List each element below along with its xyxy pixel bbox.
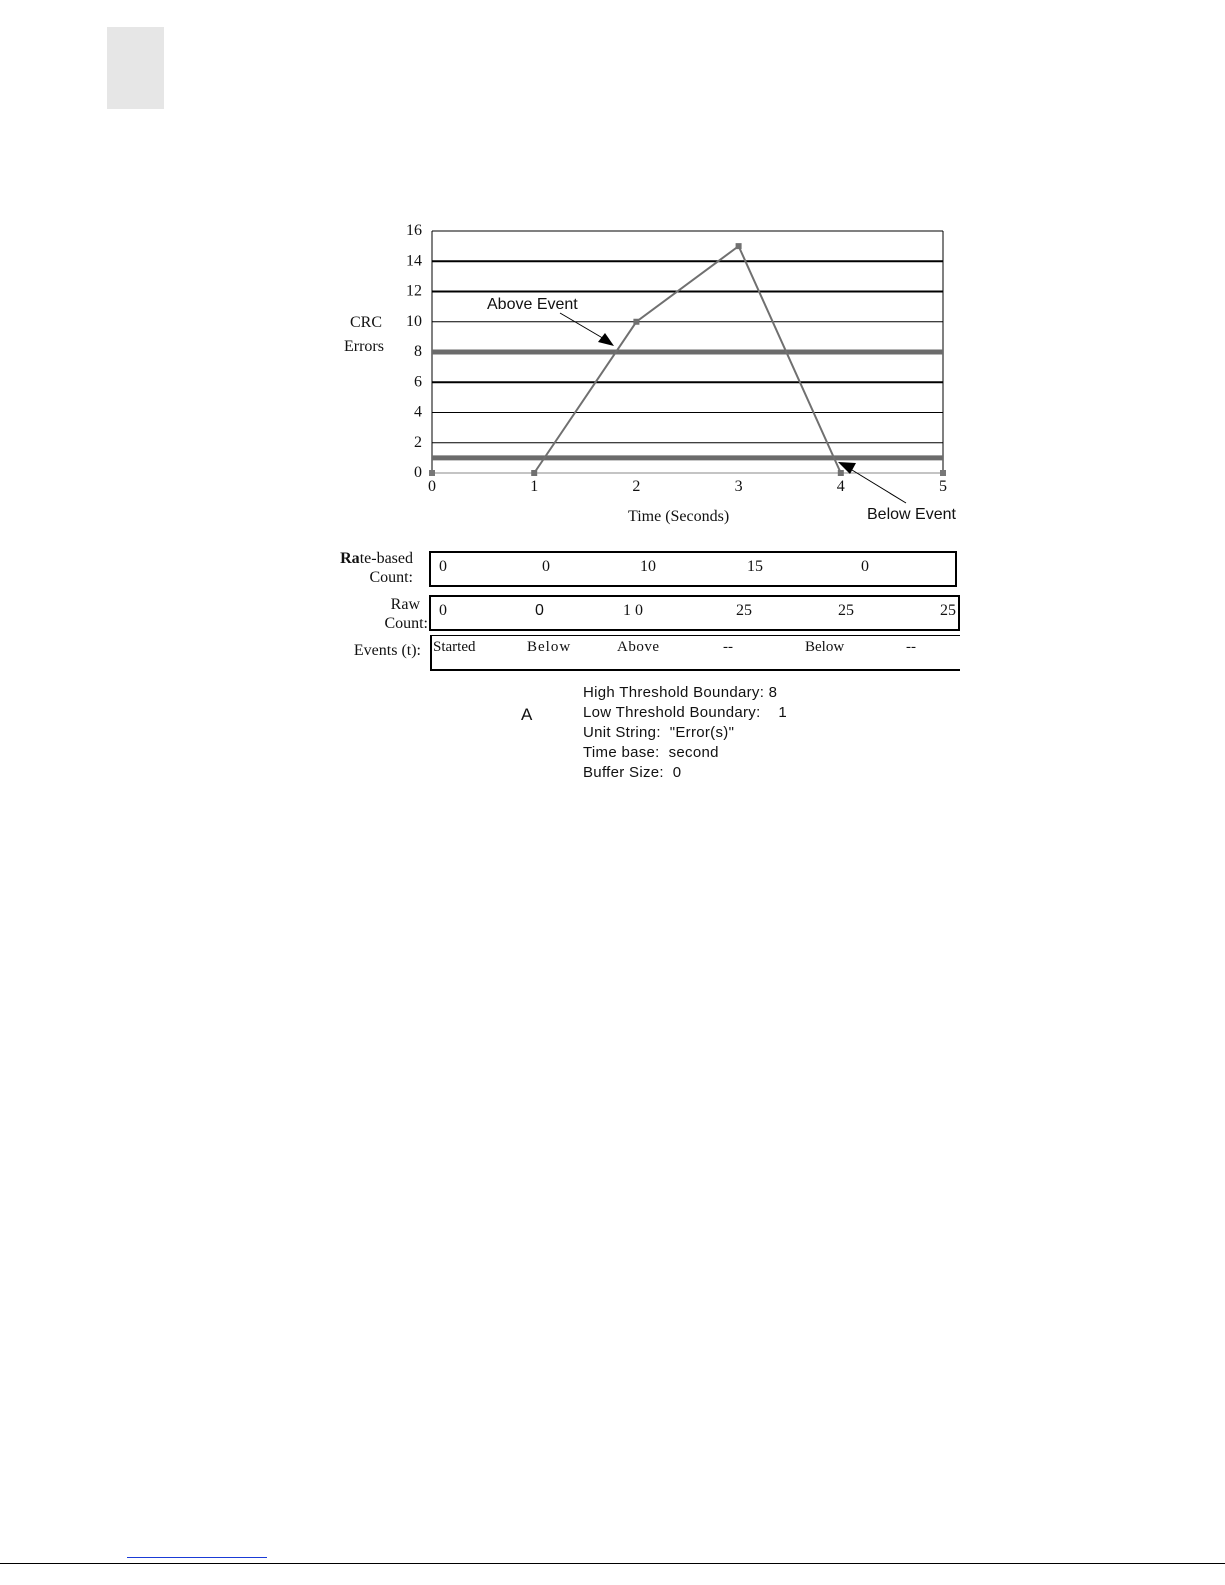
x-tick-label: 3 xyxy=(734,478,743,495)
raw-count-cell: 25 xyxy=(736,602,752,619)
time-base-text: Time base: second xyxy=(583,744,719,761)
events-cell: Started xyxy=(433,639,476,655)
data-point xyxy=(838,470,844,476)
raw-count-cell: 1 0 xyxy=(623,602,643,619)
y-tick-labels xyxy=(406,222,422,481)
x-tick-label: 4 xyxy=(836,478,845,495)
raw-count-cell: 25 xyxy=(940,602,956,619)
y-tick-label: 10 xyxy=(406,312,422,330)
above-event-arrowhead xyxy=(598,333,614,346)
y-tick-label: 12 xyxy=(406,282,422,300)
y-tick-label: 14 xyxy=(406,252,422,270)
rate-count-label-rest: te-based xyxy=(359,550,413,567)
x-tick-label: 5 xyxy=(939,478,947,495)
x-tick-label: 0 xyxy=(428,478,436,495)
x-axis-label: Time (Seconds) xyxy=(628,508,730,525)
low-threshold-text: Low Threshold Boundary: 1 xyxy=(583,704,788,721)
above-event-annotation: Above Event xyxy=(487,296,578,313)
raw-count-label-line1: Raw xyxy=(390,596,420,613)
below-event-arrow-line xyxy=(852,470,906,503)
crc-errors-chart xyxy=(0,0,1225,540)
rate-count-cell: 0 xyxy=(439,558,447,575)
events-cell: Below xyxy=(805,639,845,655)
rate-count-label-line2: Count: xyxy=(369,569,413,586)
events-box xyxy=(430,635,960,671)
y-tick-label: 0 xyxy=(414,464,422,481)
y-tick-label: 6 xyxy=(414,373,422,391)
series-line-layer xyxy=(429,243,946,476)
data-point xyxy=(633,319,639,325)
raw-count-cell: 0 xyxy=(439,602,447,619)
rate-count-label-bold: Ra xyxy=(340,550,360,567)
high-threshold-text: High Threshold Boundary: 8 xyxy=(583,684,778,701)
y-tick-label: 2 xyxy=(414,433,422,451)
rate-count-cell: 15 xyxy=(747,558,763,575)
raw-count-box xyxy=(429,595,960,631)
events-cell: Above xyxy=(617,639,660,655)
raw-count-label xyxy=(300,595,428,633)
y-tick-label: 16 xyxy=(406,222,422,239)
y-axis-label-line1: CRC xyxy=(350,314,383,331)
footer-rule xyxy=(0,1563,1225,1564)
x-tick-label: 2 xyxy=(632,478,641,495)
below-event-annotation: Below Event xyxy=(867,506,956,523)
rate-count-cell: 0 xyxy=(542,558,550,575)
rate-count-cell: 0 xyxy=(861,558,869,575)
axis-end-marker xyxy=(940,470,946,476)
data-point xyxy=(736,243,742,249)
events-label: Events (t): xyxy=(353,642,421,659)
series-line xyxy=(534,246,841,473)
rate-count-cell: 10 xyxy=(640,558,656,575)
y-tick-label: 4 xyxy=(414,403,422,421)
threshold-lines xyxy=(432,352,943,458)
y-tick-label: 8 xyxy=(414,343,422,360)
buffer-size-text: Buffer Size: 0 xyxy=(583,764,682,781)
axis-end-marker xyxy=(429,470,435,476)
threshold-parameters xyxy=(583,683,787,783)
events-cell: -- xyxy=(906,639,916,655)
footer-link-underline xyxy=(127,1557,267,1558)
rate-count-label xyxy=(300,549,413,587)
y-axis-label-line2: Errors xyxy=(344,338,384,355)
raw-count-cell: 25 xyxy=(838,602,854,619)
events-cell: -- xyxy=(723,639,733,655)
data-point xyxy=(531,470,537,476)
raw-count-cell: 0 xyxy=(535,602,544,619)
events-cell: Below xyxy=(527,639,572,655)
unit-string-text: Unit String: "Error(s)" xyxy=(583,724,735,741)
x-tick-label: 1 xyxy=(530,478,539,495)
raw-count-label-line2: Count: xyxy=(384,615,428,632)
above-event-arrow-line xyxy=(560,313,606,340)
figure-letter: A xyxy=(521,705,533,724)
rate-count-box xyxy=(429,551,957,587)
